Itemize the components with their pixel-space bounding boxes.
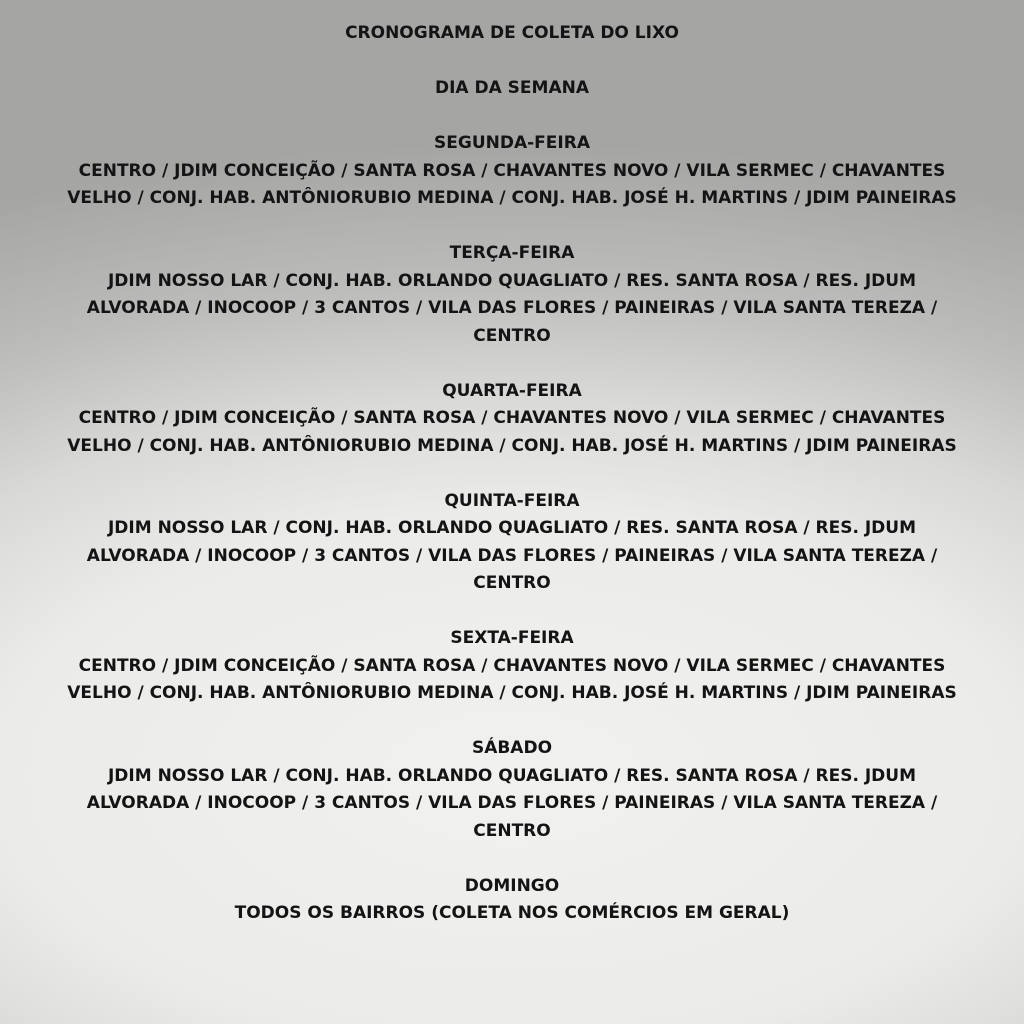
day-block-saturday: [0, 735, 1024, 845]
day-neighborhoods-line: CENTRO / JDIM CONCEIÇÃO / SANTA ROSA / CHAVANTES NOVO / VILA SERMEC / CHAVANTES: [78, 408, 946, 428]
page-title: CRONOGRAMA DE COLETA DO LIXO: [345, 23, 679, 43]
day-block-monday: [0, 130, 1024, 213]
page-subtitle: DIA DA SEMANA: [434, 78, 589, 98]
day-neighborhoods-line: JDIM NOSSO LAR / CONJ. HAB. ORLANDO QUAGLIATO / RES. SANTA ROSA / RES. JDUM: [107, 270, 916, 291]
day-name: DOMINGO: [464, 875, 560, 896]
day-block-friday: [0, 625, 1024, 708]
day-neighborhoods-line: CENTRO / JDIM CONCEIÇÃO / SANTA ROSA / CHAVANTES NOVO / VILA SERMEC / CHAVANTES: [78, 160, 946, 181]
day-name: QUINTA-FEIRA: [444, 490, 580, 511]
day-neighborhoods-line: ALVORADA / INOCOOP / 3 CANTOS / VILA DAS FLORES / PAINEIRAS / VILA SANTA TEREZA /: [86, 793, 938, 813]
day-neighborhoods-line: JDIM NOSSO LAR / CONJ. HAB. ORLANDO QUAGLIATO / RES. SANTA ROSA / RES. JDUM: [107, 765, 916, 786]
day-neighborhoods-line: CENTRO: [473, 325, 551, 346]
day-neighborhoods-line: VELHO / CONJ. HAB. ANTÔNIORUBIO MEDINA / CONJ. HAB. JOSÉ H. MARTINS / JDIM PAINEIRAS: [67, 435, 957, 456]
day-name: SÁBADO: [471, 738, 553, 758]
day-block-tuesday: [0, 240, 1024, 350]
day-neighborhoods-line: CENTRO / JDIM CONCEIÇÃO / SANTA ROSA / CHAVANTES NOVO / VILA SERMEC / CHAVANTES: [78, 655, 946, 676]
day-neighborhoods-line: CENTRO: [473, 573, 551, 593]
day-name: SEGUNDA-FEIRA: [434, 133, 590, 153]
day-neighborhoods-line: CENTRO: [473, 820, 551, 841]
day-neighborhoods-line: ALVORADA / INOCOOP / 3 CANTOS / VILA DAS FLORES / PAINEIRAS / VILA SANTA TEREZA /: [86, 545, 938, 566]
day-block-thursday: [0, 488, 1024, 598]
day-neighborhoods-line: VELHO / CONJ. HAB. ANTÔNIORUBIO MEDINA / CONJ. HAB. JOSÉ H. MARTINS / JDIM PAINEIRAS: [67, 683, 957, 703]
day-neighborhoods-line: ALVORADA / INOCOOP / 3 CANTOS / VILA DAS FLORES / PAINEIRAS / VILA SANTA TEREZA /: [86, 298, 938, 318]
day-neighborhoods-line: TODOS OS BAIRROS (COLETA NOS COMÉRCIOS EM GERAL): [234, 903, 790, 923]
day-name: TERÇA-FEIRA: [449, 243, 575, 263]
day-neighborhoods-line: VELHO / CONJ. HAB. ANTÔNIORUBIO MEDINA / CONJ. HAB. JOSÉ H. MARTINS / JDIM PAINEIRAS: [67, 188, 957, 208]
day-name: QUARTA-FEIRA: [442, 380, 582, 401]
day-neighborhoods-line: JDIM NOSSO LAR / CONJ. HAB. ORLANDO QUAGLIATO / RES. SANTA ROSA / RES. JDUM: [107, 518, 916, 538]
day-block-sunday: [0, 873, 1024, 928]
day-name: SEXTA-FEIRA: [450, 628, 574, 648]
day-block-wednesday: [0, 378, 1024, 461]
